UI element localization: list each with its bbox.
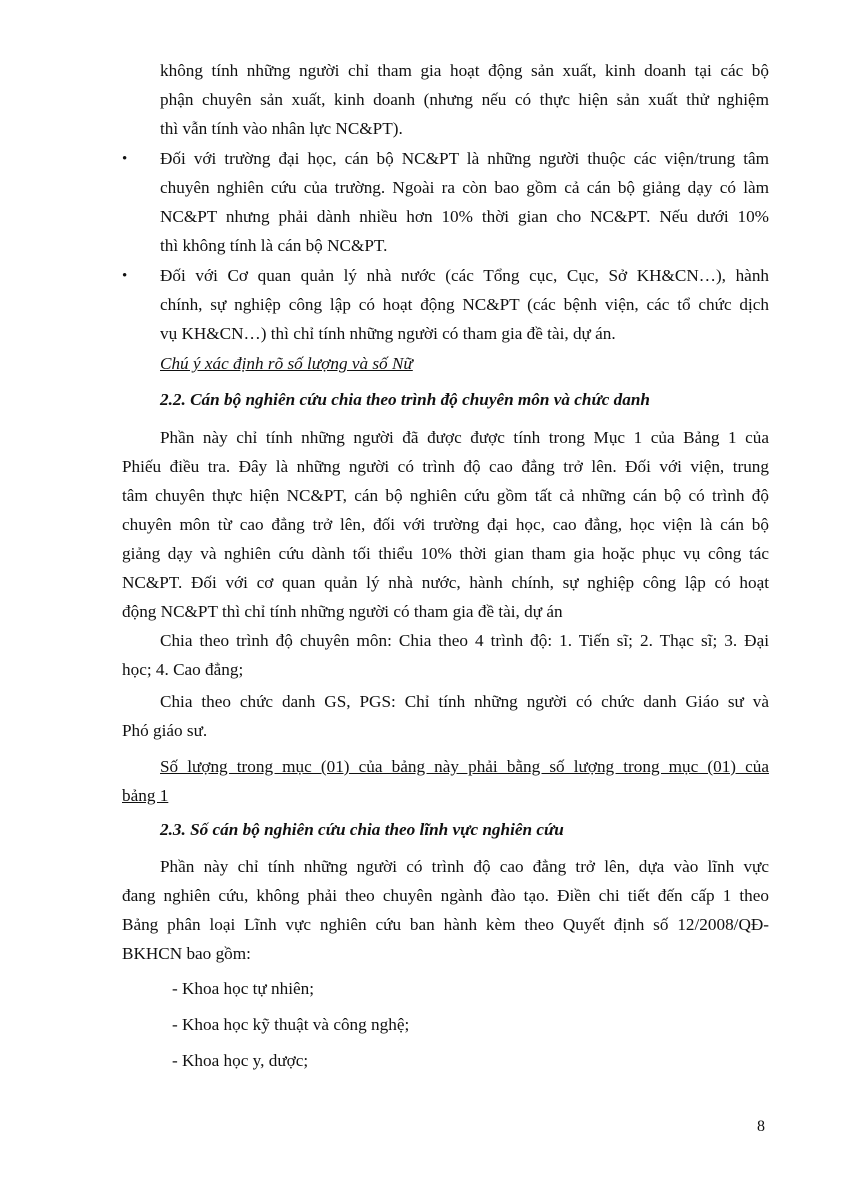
para5-line-2: bảng 1	[122, 786, 169, 805]
bullet2-line-3: vụ KH&CN…) thì chỉ tính những người có tham gia đề tài, dự án.	[160, 324, 616, 343]
bullet2-line-1: Đối với Cơ quan quản lý nhà nước (các Tổng cục, Cục, Sở KH&CN…), hành	[160, 266, 769, 285]
para1-line-3: thì vẫn tính vào nhân lực NC&PT).	[160, 119, 403, 138]
bullet1-line-1: Đối với trường đại học, cán bộ NC&PT là những người thuộc các viện/trung tâm	[160, 149, 769, 168]
bullet-marker-2: •	[122, 268, 128, 284]
bullet1-line-3: NC&PT nhưng phải dành nhiều hơn 10% thời gian cho NC&PT. Nếu dưới 10%	[160, 207, 769, 226]
para2-line-6: NC&PT. Đối với cơ quan quản lý nhà nước, hành chính, sự nghiệp công lập có hoạt	[122, 573, 769, 592]
para3-line-2: học; 4. Cao đẳng;	[122, 660, 244, 679]
note-text: Chú ý xác định rõ số lượng và số Nữ	[160, 354, 413, 373]
bullet1-line-4: thì không tính là cán bộ NC&PT.	[160, 236, 388, 255]
para4-line-2: Phó giáo sư.	[122, 721, 208, 740]
para6-line-2: đang nghiên cứu, không phải theo chuyên ngành đào tạo. Điền chi tiết đến cấp 1 theo	[122, 886, 769, 905]
bullet2-line-2: chính, sự nghiệp công lập có hoạt động NC&PT (các bệnh viện, các tổ chức dịch	[160, 295, 769, 314]
para2-line-4: chuyên môn từ cao đẳng trở lên, đối với trường đại học, cao đẳng, học viện là cán bộ	[122, 515, 769, 534]
para2-line-1: Phần này chỉ tính những người đã được được tính trong Mục 1 của Bảng 1 của	[160, 428, 769, 447]
list-item: - Khoa học tự nhiên;	[172, 979, 315, 998]
para5-line-1: Số lượng trong mục (01) của bảng này phải bằng số lượng trong mục (01) của	[160, 757, 769, 776]
bullet1-line-2: chuyên nghiên cứu của trường. Ngoài ra còn bao gồm cả cán bộ giảng dạy có làm	[160, 178, 769, 197]
para2-line-3: tâm chuyên thực hiện NC&PT, cán bộ nghiên cứu gồm tất cả những cán bộ có trình độ	[122, 486, 769, 505]
para1-line-1: không tính những người chỉ tham gia hoạt động sản xuất, kinh doanh tại các bộ	[160, 61, 769, 80]
list-item: - Khoa học y, dược;	[172, 1051, 309, 1070]
heading-2-3: 2.3. Số cán bộ nghiên cứu chia theo lĩnh vực nghiên cứu	[160, 820, 564, 839]
bullet-marker-1: •	[122, 151, 128, 167]
para2-line-7: động NC&PT thì chỉ tính những người có tham gia đề tài, dự án	[122, 602, 563, 621]
para4-line-1: Chia theo chức danh GS, PGS: Chỉ tính những người có chức danh Giáo sư và	[160, 692, 769, 711]
para1-line-2: phận chuyên sản xuất, kinh doanh (nhưng nếu có thực hiện sản xuất thử nghiệm	[160, 90, 769, 109]
para2-line-5: giảng dạy và nghiên cứu dành tối thiểu 10% thời gian tham gia hoặc phục vụ công tác	[122, 544, 769, 563]
para2-line-2: Phiếu điều tra. Đây là những người có trình độ cao đẳng trở lên. Đối với viện, trung	[122, 457, 769, 476]
page-number: 8	[757, 1118, 765, 1135]
para6-line-4: BKHCN bao gồm:	[122, 944, 251, 963]
para6-line-3: Bảng phân loại Lĩnh vực nghiên cứu ban hành kèm theo Quyết định số 12/2008/QĐ-	[122, 915, 769, 934]
heading-2-2: 2.2. Cán bộ nghiên cứu chia theo trình độ chuyên môn và chức danh	[160, 390, 650, 409]
para3-line-1: Chia theo trình độ chuyên môn: Chia theo 4 trình độ: 1. Tiến sĩ; 2. Thạc sĩ; 3. Đại	[160, 631, 769, 650]
para6-line-1: Phần này chỉ tính những người có trình độ cao đẳng trở lên, dựa vào lĩnh vực	[160, 857, 769, 876]
list-item: - Khoa học kỹ thuật và công nghệ;	[172, 1015, 410, 1034]
